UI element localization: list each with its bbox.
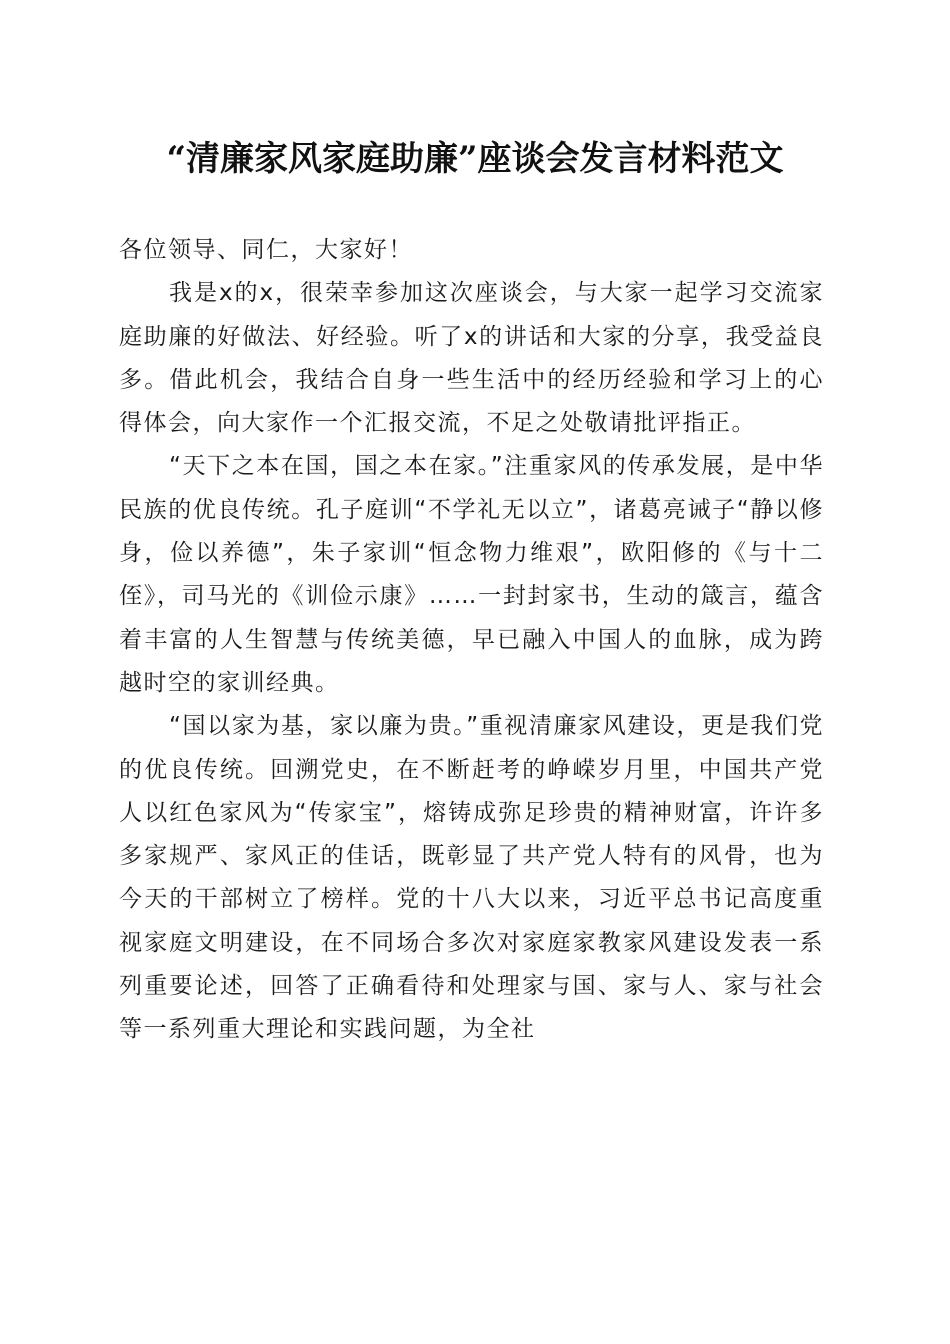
paragraph-intro: 我是x的x，很荣幸参加这次座谈会，与大家一起学习交流家庭助廉的好做法、好经验。听了x的讲话和大家的分享，我受益良多。借此机会，我结合自身一些生活中的经历经验和学习上的心得体会，向大家作一个汇报交流，不足之处敬请批评指正。 <box>119 280 824 437</box>
salutation: 各位领导、同仁，大家好！ <box>119 237 413 263</box>
paragraph-family-tradition: “天下之本在国，国之本在家。”注重家风的传承发展，是中华民族的优良传统。孔子庭训“不学礼无以立”，诸葛亮诫子“静以修身，俭以养德”，朱子家训“恒念物力维艰”，欧阳修的《与十二侄》，司马光的《训俭示康》……一封封家书，生动的箴言，蕴含着丰富的人生智慧与传统美德，早已融入中国人的血脉，成为跨越时空的家训经典。 <box>119 453 824 696</box>
paragraph-party-tradition: “国以家为基，家以廉为贵。”重视清廉家风建设，更是我们党的优良传统。回溯党史，在不断赶考的峥嵘岁月里，中国共产党人以红色家风为“传家宝”，熔铸成弥足珍贵的精神财富，许许多多家规严、家风正的佳话，既彰显了共产党人特有的风骨，也为今天的干部树立了榜样。党的十八大以来，习近平总书记高度重视家庭文明建设，在不同场合多次对家庭家教家风建设发表一系列重要论述，回答了正确看待和处理家与国、家与人、家与社会等一系列重大理论和实践问题，为全社 <box>119 713 824 1043</box>
document-body <box>119 229 824 1052</box>
document-title: “清廉家风家庭助廉”座谈会发言材料范文 <box>166 139 784 179</box>
